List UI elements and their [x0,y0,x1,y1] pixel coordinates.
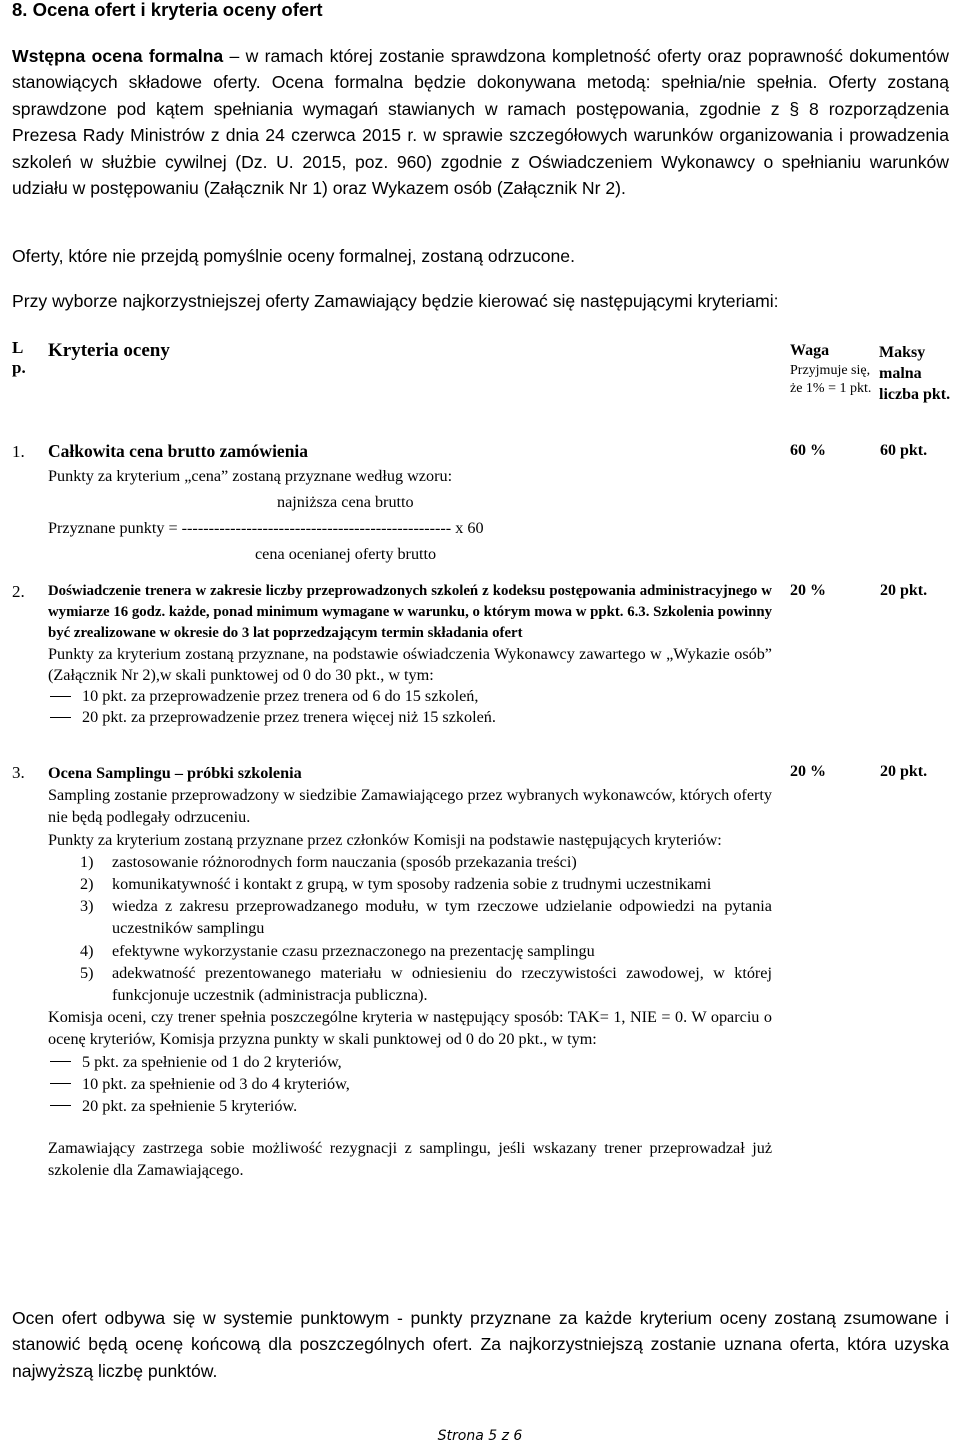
column-header-criteria: Kryteria oceny [48,340,170,361]
sampling-criteria-intro: Punkty za kryterium zostaną przyznane przez członków Komisji na podstawie następujących kryteriów: [48,830,722,849]
criterion-description: Punkty za kryterium „cena” zostaną przyznane według wzoru: [48,467,453,485]
list-item-text: adekwatność prezentowanego materiału w odniesieniu do rzeczywistości zawodowej, w której funkcjonuje uczestnik (administracja publiczna). [112,963,772,1005]
list-item: 10 pkt. za przeprowadzenie przez trenera od 6 do 15 szkoleń, [48,686,772,707]
formula-line: Przyznane punkty = -------------------------------------------------- x 60 [48,519,484,537]
max-points-value: 20 pkt. [880,582,928,599]
page-number: Strona 5 z 6 [437,1428,523,1444]
column-header-max-points: Maksy malna liczba pkt. [879,344,951,403]
closing-paragraph: Ocen ofert odbywa się w systemie punktowym - punkty przyznane za każde kryterium oceny zostaną zsumowane i stanowić będą ocenę końcową dla poszczególnych ofert. Za najkorzystniejszą zostanie uznana oferta, która uzyska najwyższą liczbę punktów. [12,1308,949,1381]
row-number: 2. [12,582,25,601]
list-item-text: komunikatywność i kontakt z grupą, w tym sposoby radzenia sobie z trudnymi uczestnikami [112,875,712,894]
list-item-number: 4) [80,941,94,960]
scoring-description: Komisja oceni, czy trener spełnia poszczególne kryteria w następujący sposób: TAK= 1, NIE = 0. W oparciu o ocenę kryteriów, Komisja przyzna punkty w skali punktowej od 0 do 20 pkt., w tym: [48,1008,772,1049]
list-item: 5 pkt. za spełnienie od 1 do 2 kryteriów, [48,1051,772,1073]
list-item: 20 pkt. za spełnienie 5 kryteriów. [48,1095,772,1117]
row-number: 3. [12,763,25,782]
column-header-lp-line1: L [12,338,24,357]
max-points-value: 60 pkt. [880,442,928,459]
criterion-price [48,441,772,565]
formula-denominator: cena ocenianej oferty brutto [255,545,437,563]
weight-value: 60 % [790,442,826,459]
list-item-number: 5) [80,963,94,982]
list-item-number: 3) [80,897,94,916]
section-heading: 8. Ocena ofert i kryteria oceny ofert [12,0,323,20]
formal-evaluation-lead: Wstępna ocena formalna [12,46,224,66]
list-item-text: zastosowanie różnorodnych form nauczania (sposób przekazania treści) [112,852,577,871]
list-item [48,873,772,895]
list-item [48,962,772,1006]
sampling-description: Sampling zostanie przeprowadzony w siedzibie Zamawiającego przez wybranych wykonawców, których oferty nie będą podlegały odrzuceniu. [48,786,772,827]
list-item: 20 pkt. za przeprowadzenie przez trenera więcej niż 15 szkoleń. [48,707,772,728]
list-item-text: efektywne wykorzystanie czasu przeznaczonego na prezentację samplingu [112,941,595,960]
formal-evaluation-paragraph [12,43,949,201]
criteria-intro: Przy wyborze najkorzystniejszej oferty Zamawiający będzie kierować się następującymi kryteriami: [12,291,779,311]
sampling-reservation: Zamawiający zastrzega sobie możliwość rezygnacji z samplingu, jeśli wskazany trener przeprowadzał już szkolenie dla Zamawiającego. [48,1139,772,1180]
list-item: 10 pkt. za spełnienie od 3 do 4 kryteriów, [48,1073,772,1095]
requirements-text: Oferty zostaną sprawdzone pod kątem spełniania wymagań stawianych w ramach postępowania, zgodnie z § 8 rozporządzenia Prezesa Rady Ministrów z dnia 24 czerwca 2015 r. w sprawie szczegółowych warunków organizowania i prowadzenia szkoleń w służbie cywilnej (Dz. U. 2015, poz. 960) zgodnie z Oświadczeniem Wykonawcy o spełnianiu warunków udziału w postępowaniu (Załącznik Nr 1) oraz Wykazem osób (Załącznik Nr 2). [12,72,949,199]
criterion-title: Doświadczenie trenera w zakresie liczby przeprowadzonych szkoleń z kodeksu postępowania administracyjnego w wymiarze 16 godz. każde, ponad minimum wymagane w warunku, o którym mowa w ppkt. 6.3. Szkolenia powinny być zrealizowane w okresie do 3 lat poprzedzającym termin składania ofert [48,583,772,641]
weight-value: 20 % [790,582,826,599]
list-item-number: 1) [80,852,94,871]
max-points-value: 20 pkt. [880,763,928,780]
criterion-title: Ocena Samplingu – próbki szkolenia [48,764,302,782]
rejection-note: Oferty, które nie przejdą pomyślnie oceny formalnej, zostaną odrzucone. [12,246,575,266]
list-item-text: wiedza z zakresu przeprowadzanego modułu, w tym rzeczowe udzielanie odpowiedzi na pytania uczestników samplingu [112,897,772,938]
column-header-lp-line2: p. [12,358,26,377]
criterion-trainer-experience [48,581,772,728]
list-item [48,940,772,962]
column-header-lp [12,338,26,378]
criterion-sampling [48,762,772,1182]
criterion-description: Punkty za kryterium zostaną przyznane, na podstawie oświadczenia Wykonawcy zawartego w „Wykazie osób” (Załącznik Nr 2),w skali punktowej od 0 do 30 pkt., w tym: [48,645,772,684]
list-item [48,851,772,873]
column-header-weight: Waga [790,342,830,359]
column-header-weight-note: Przyjmuje się, że 1% = 1 pkt. [790,363,872,396]
list-item-number: 2) [80,875,94,894]
row-number: 1. [12,442,25,461]
formula-numerator: najniższa cena brutto [277,493,414,511]
formal-evaluation-text: – w ramach której zostanie sprawdzona kompletność oferty oraz poprawność dokumentów stanowiących składowe oferty. Ocena formalna będzie dokonywana metodą: spełnia/nie spełnia. [12,46,949,93]
weight-value: 20 % [790,763,826,780]
list-item [48,895,772,939]
criterion-title: Całkowita cena brutto zamówienia [48,441,309,461]
